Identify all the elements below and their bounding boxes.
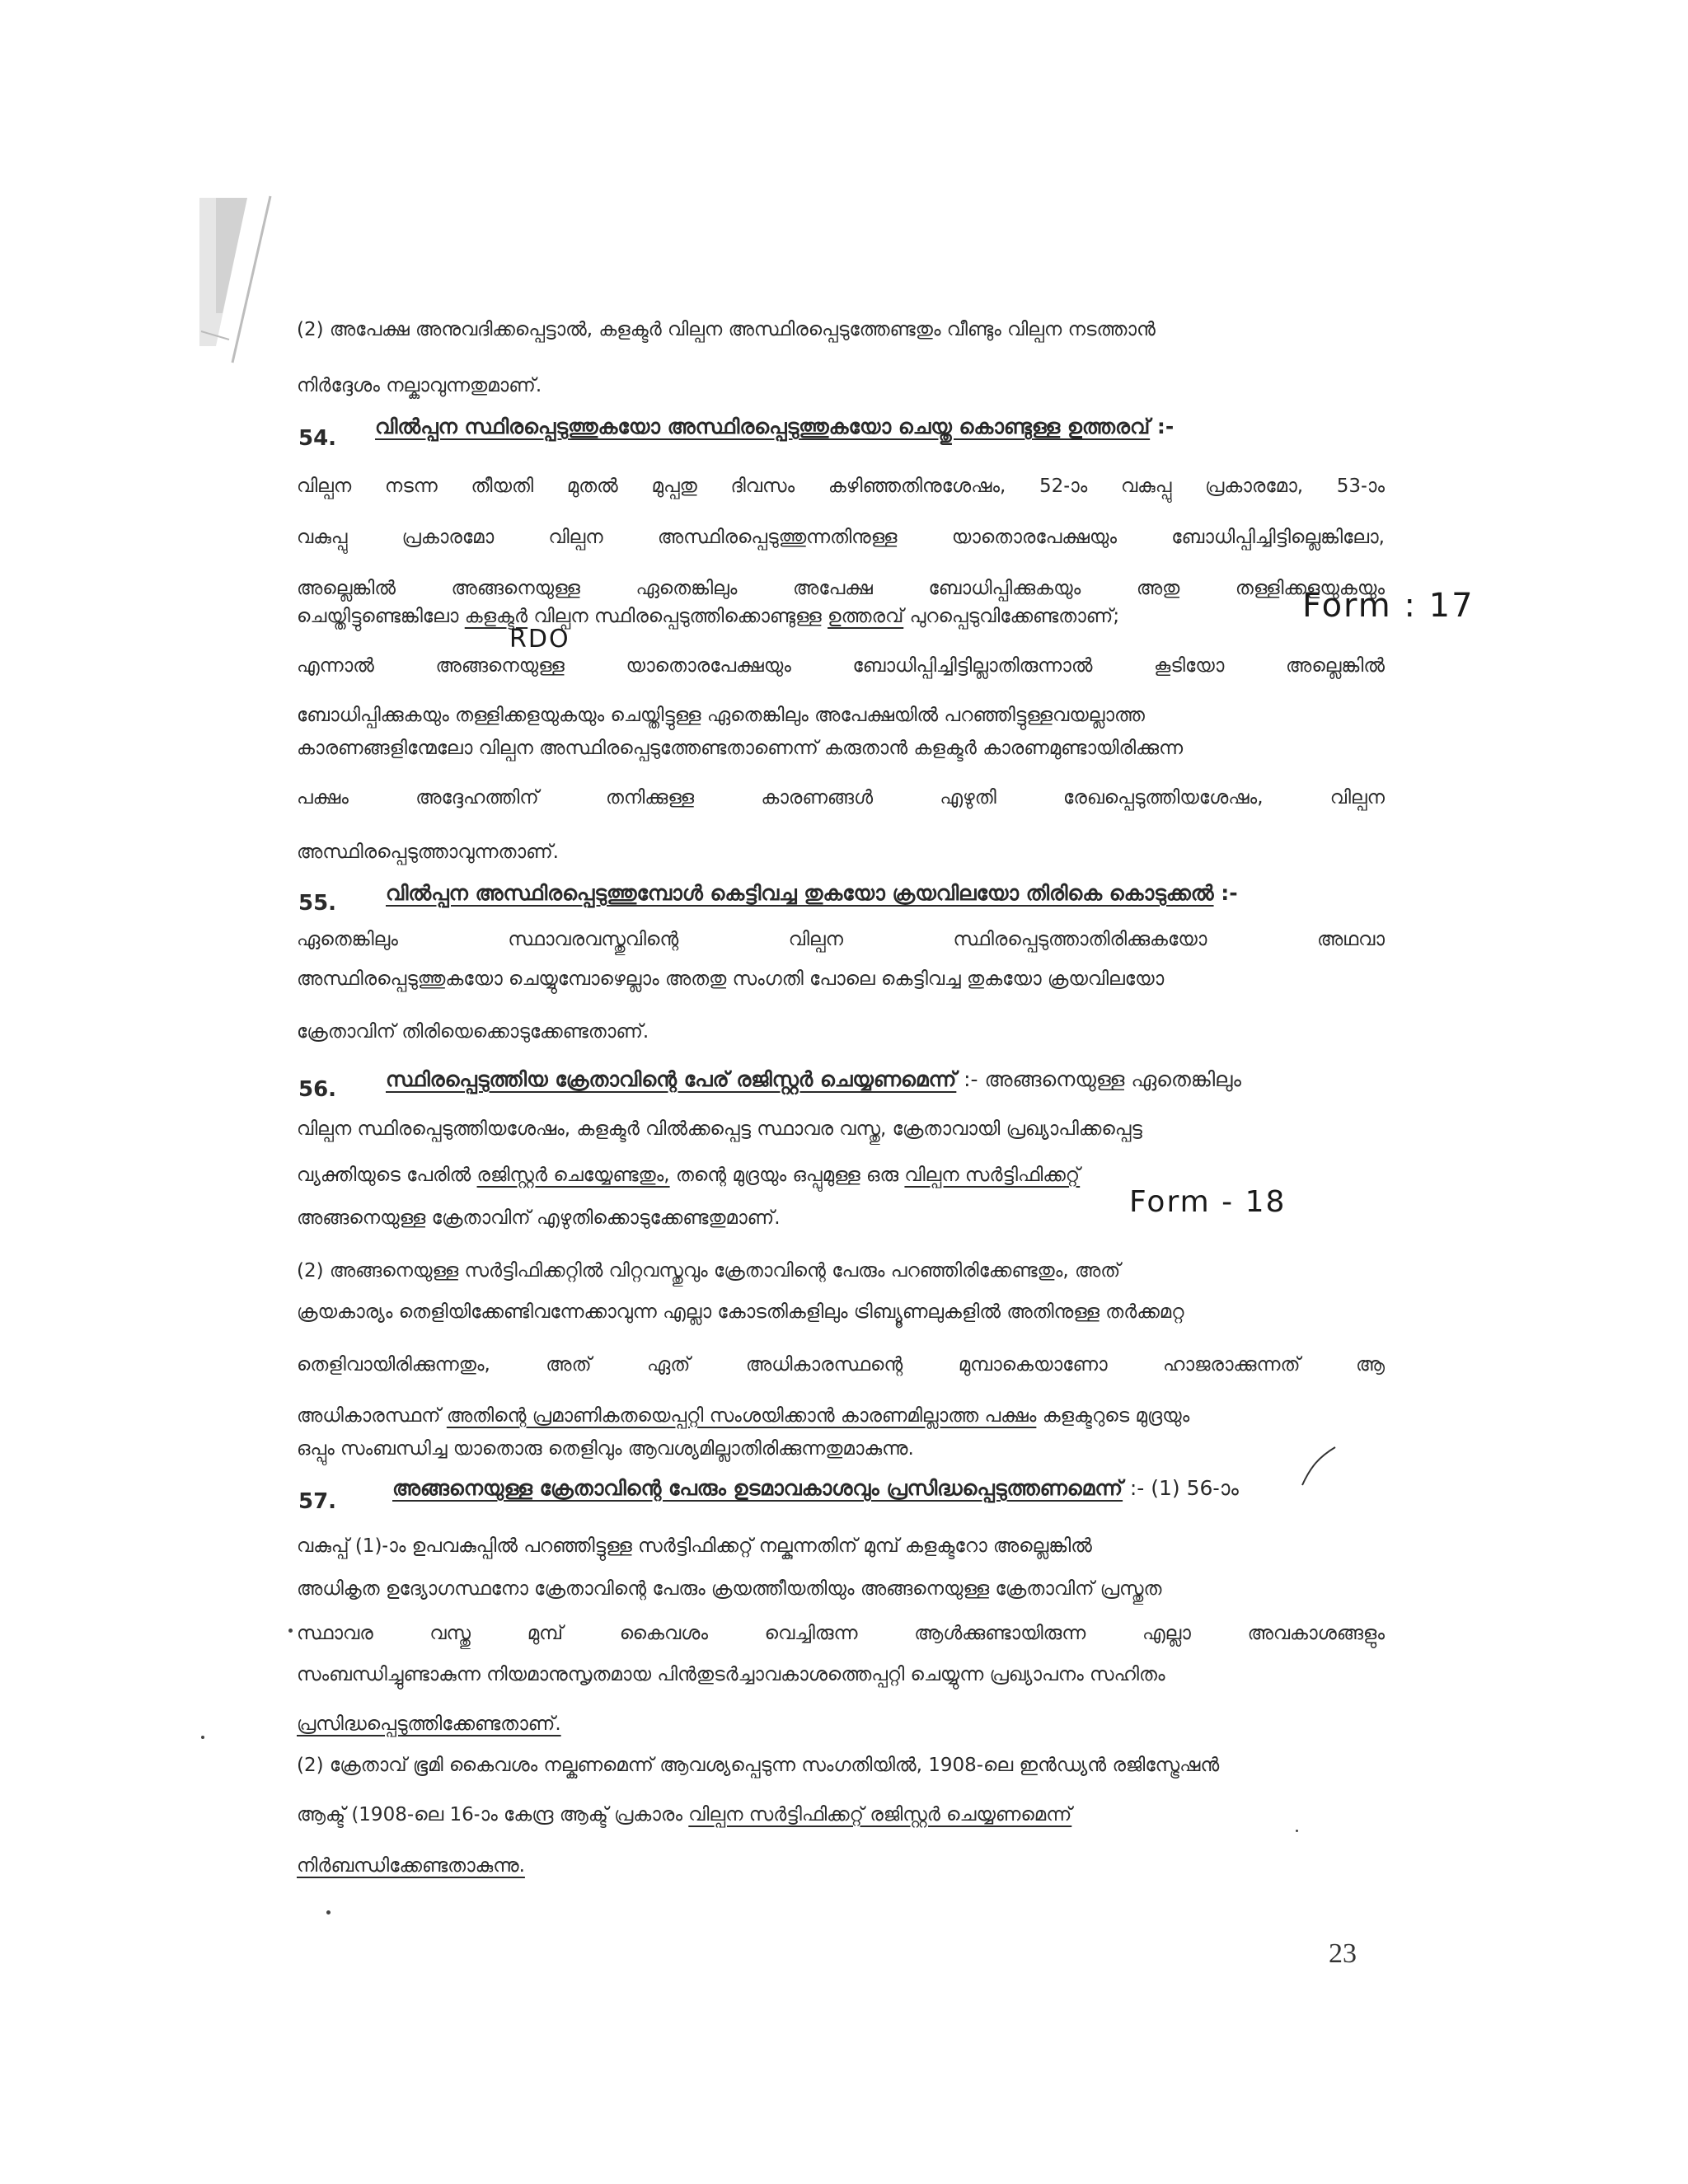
s54-line4-c: വില്പന സ്ഥിരപ്പെടുത്തിക്കൊണ്ടുള്ള: [533, 606, 822, 627]
s55-line3: ക്രേതാവിന് തിരിയെക്കൊടുക്കേണ്ടതാണ്.: [297, 1021, 649, 1043]
s57-heading-text: അങ്ങനെയുള്ള ക്രേതാവിന്റെ പേരും ഉടമാവകാശവും പ്രസിദ്ധപ്പെടുത്തണമെന്ന്: [392, 1476, 1123, 1500]
s54-number: 54.: [298, 426, 337, 451]
handwritten-form18: Form - 18: [1129, 1185, 1287, 1219]
s57-p2-line2-b: വില്പന സർട്ടിഫിക്കറ്റ് രജിസ്റ്റർ ചെയ്യണമെന്ന്: [688, 1804, 1072, 1825]
s54-line3: അല്ലെങ്കിൽ അങ്ങനെയുള്ള ഏതെങ്കിലും അപേക്ഷ ബോധിപ്പിക്കുകയും അതു തള്ളിക്കളയുകയും: [297, 578, 1385, 599]
s53-p2-line2: നിർദ്ദേശം നല്കാവുന്നതുമാണ്.: [297, 375, 542, 396]
s57-p2-line2: [297, 1802, 1385, 1828]
s56-heading-text: സ്ഥിരപ്പെടുത്തിയ ക്രേതാവിന്റെ പേര് രജിസ്റ്റർ ചെയ്യണമെന്ന്: [386, 1067, 957, 1091]
s56-heading: [386, 1066, 1241, 1093]
scan-speck: [1296, 1830, 1298, 1832]
scan-speck: [201, 1736, 204, 1739]
s56-line1: വില്പന സ്ഥിരപ്പെടുത്തിയശേഷം, കളക്ടർ വിൽക്കപ്പെട്ട സ്ഥാവര വസ്തു, ക്രേതാവായി പ്രഖ്യാപിക്കപ്പെട്ട: [297, 1118, 1142, 1140]
s56-p2-line3: തെളിവായിരിക്കുന്നതും, അത് ഏത് അധികാരസ്ഥന്റെ മുമ്പാകെയാണോ ഹാജരാക്കുന്നത് ആ: [297, 1354, 1385, 1376]
s56-p2-line4-b: അതിന്റെ പ്രമാണികതയെപ്പറ്റി സംശയിക്കാൻ കാരണമില്ലാത്ത പക്ഷം: [446, 1405, 1037, 1427]
s54-line5: എന്നാൽ അങ്ങനെയുള്ള യാതൊരപേക്ഷയും ബോധിപ്പിച്ചിട്ടില്ലാതിരുന്നാൽ കൂടിയോ അല്ലെങ്കിൽ: [297, 655, 1385, 677]
s57-line5-text: പ്രസിദ്ധപ്പെടുത്തിക്കേണ്ടതാണ്.: [297, 1713, 561, 1735]
s57-heading: [392, 1475, 1239, 1502]
s56-heading-tail: :- അങ്ങനെയുള്ള ഏതെങ്കിലും: [964, 1067, 1241, 1091]
scan-speck: [288, 1629, 293, 1633]
s54-line4: [297, 603, 1286, 630]
s54-line4-collector: കളക്ടർ: [464, 606, 528, 627]
s56-p2-line4: [297, 1403, 1385, 1429]
handwritten-tick-mark: [1294, 1442, 1343, 1492]
s57-number: 57.: [298, 1489, 337, 1514]
s54-line6: ബോധിപ്പിക്കുകയും തള്ളിക്കളയുകയും ചെയ്തിട്ടുള്ള ഏതെങ്കിലും അപേക്ഷയിൽ പറഞ്ഞിട്ടുള്ളവയല്ലാത്ത: [297, 705, 1145, 726]
s56-line2-a: വ്യക്തിയുടെ പേരിൽ: [297, 1165, 471, 1186]
s57-p2-line2-a: ആക്ട് (1908-ലെ 16-ാം കേന്ദ്ര ആക്ട് പ്രകാരം: [297, 1804, 682, 1825]
s56-p2-line5: ഒപ്പും സംബന്ധിച്ച യാതൊരു തെളിവും ആവശ്യമില്ലാതിരിക്കുന്നതുമാകുന്നു.: [297, 1438, 914, 1460]
s57-p2-line3: [297, 1853, 1385, 1879]
s56-p2-line4-a: അധികാരസ്ഥന്: [297, 1405, 441, 1427]
s57-line4: സംബന്ധിച്ചുണ്ടാകുന്ന നിയമാനുസൃതമായ പിൻതുടർച്ചാവകാശത്തെപ്പറ്റി ചെയ്യുന്ന പ്രഖ്യാപനം സഹിതം: [297, 1664, 1165, 1685]
s56-line2-register: രജിസ്റ്റർ ചെയ്യേണ്ടതും,: [476, 1165, 670, 1186]
s55-line1: ഏതെങ്കിലും സ്ഥാവരവസ്തുവിന്റെ വില്പന സ്ഥിരപ്പെടുത്താതിരിക്കുകയോ അഥവാ: [297, 929, 1385, 950]
s57-line3: സ്ഥാവര വസ്തു മുമ്പ് കൈവശം വെച്ചിരുന്ന ആൾക്കുണ്ടായിരുന്ന എല്ലാ അവകാശങ്ങളും: [297, 1623, 1385, 1644]
s54-line4-a: ചെയ്തിട്ടുണ്ടെങ്കിലോ: [297, 606, 459, 627]
s57-line1: വകുപ്പ് (1)-ാം ഉപവകുപ്പിൽ പറഞ്ഞിട്ടുള്ള സർട്ടിഫിക്കറ്റ് നല്കുന്നതിന് മുമ്പ് കളക്ടറോ അല്ലെങ്കിൽ: [297, 1535, 1092, 1557]
s55-heading: [386, 880, 1238, 907]
handwritten-rdo: RDO: [509, 625, 570, 654]
s56-line2-certificate: വില്പന സർട്ടിഫിക്കറ്റ്: [904, 1165, 1081, 1186]
s55-heading-tail: :-: [1221, 881, 1238, 905]
s56-line2-c: തന്റെ മുദ്രയും ഒപ്പുമുള്ള ഒരു: [675, 1165, 899, 1186]
s57-line2: അധികൃത ഉദ്യോഗസ്ഥനോ ക്രേതാവിന്റെ പേരും ക്രയത്തീയതിയും അങ്ങനെയുള്ള ക്രേതാവിന് പ്രസ്തുത: [297, 1578, 1162, 1600]
s54-line4-order: ഉത്തരവ്: [828, 606, 904, 627]
s56-number: 56.: [298, 1077, 337, 1102]
s54-line1: വില്പന നടന്ന തീയതി മുതൽ മുപ്പതു ദിവസം കഴിഞ്ഞതിനുശേഷം, 52-ാം വകുപ്പു പ്രകാരമോ, 53-ാം: [297, 476, 1385, 497]
s54-line4-e: പുറപ്പെടുവിക്കേണ്ടതാണ്;: [909, 606, 1120, 627]
s54-line9: അസ്ഥിരപ്പെടുത്താവുന്നതാണ്.: [297, 841, 559, 863]
s55-number: 55.: [298, 891, 337, 916]
s54-heading: [375, 414, 1174, 440]
s54-line2: വകുപ്പു പ്രകാരമോ വില്പന അസ്ഥിരപ്പെടുത്തുന്നതിനുള്ള യാതൊരപേക്ഷയും ബോധിപ്പിച്ചിട്ടില്ലെങ്കിലോ,: [297, 527, 1385, 548]
s56-p2-line4-c: കളക്ടറുടെ മുദ്രയും: [1042, 1405, 1190, 1427]
handwritten-form17: Form : 17: [1302, 587, 1475, 625]
s54-heading-tail: :-: [1156, 415, 1175, 438]
scan-speck: [326, 1910, 331, 1915]
s54-line8: പക്ഷം അദ്ദേഹത്തിന് തനിക്കുള്ള കാരണങ്ങൾ എഴുതി രേഖപ്പെടുത്തിയശേഷം, വില്പന: [297, 787, 1385, 808]
s56-line3: അങ്ങനെയുള്ള ക്രേതാവിന് എഴുതിക്കൊടുക്കേണ്ടതുമാണ്.: [297, 1207, 781, 1229]
s55-heading-text: വിൽപ്പന അസ്ഥിരപ്പെടുത്തുമ്പോൾ കെട്ടിവച്ച തുകയോ ക്രയവിലയോ തിരികെ കൊടുക്കൽ: [386, 881, 1214, 905]
s57-p2-line1: (2) ക്രേതാവ് ഭൂമി കൈവശം നല്കണമെന്ന് ആവശ്യപ്പെടുന്ന സംഗതിയിൽ, 1908-ലെ ഇൻഡ്യൻ രജിസ്ട്രേഷൻ: [297, 1755, 1220, 1776]
s54-heading-text: വിൽപ്പന സ്ഥിരപ്പെടുത്തുകയോ അസ്ഥിരപ്പെടുത്തുകയോ ചെയ്തു കൊണ്ടുള്ള ഉത്തരവ്: [375, 415, 1151, 438]
s53-p2-line1: (2) അപേക്ഷ അനുവദിക്കപ്പെട്ടാൽ, കളക്ടർ വില്പന അസ്ഥിരപ്പെടുത്തേണ്ടതും വീണ്ടും വില്പന നടത്താൻ: [297, 319, 1156, 340]
s57-heading-tail: :- (1) 56-ാം: [1129, 1476, 1239, 1500]
s57-p2-line3-text: നിർബന്ധിക്കേണ്ടതാകുന്നു.: [297, 1855, 525, 1877]
s55-line2: അസ്ഥിരപ്പെടുത്തുകയോ ചെയ്യുമ്പോഴെല്ലാം അതതു സംഗതി പോലെ കെട്ടിവച്ച തുകയോ ക്രയവിലയോ: [297, 968, 1165, 990]
s56-p2-line1: (2) അങ്ങനെയുള്ള സർട്ടിഫിക്കറ്റിൽ വിറ്റവസ്തുവും ക്രേതാവിന്റെ പേരും പറഞ്ഞിരിക്കേണ്ടതും, അത്: [297, 1260, 1121, 1282]
scan-fold-artifact: [0, 0, 297, 396]
page-number: 23: [1329, 1938, 1357, 1969]
s54-line7: കാരണങ്ങളിന്മേലോ വില്പന അസ്ഥിരപ്പെടുത്തേണ്ടതാണെന്ന് കരുതാൻ കളക്ടർ കാരണമുണ്ടായിരിക്കുന്ന: [297, 738, 1184, 759]
s57-line5: [297, 1711, 1385, 1737]
s56-p2-line2: ക്രയകാര്യം തെളിയിക്കേണ്ടിവന്നേക്കാവുന്ന എല്ലാ കോടതികളിലും ട്രിബ്യൂണലുകളിൽ അതിനുള്ള തർക്കമറ്റ: [297, 1301, 1184, 1323]
